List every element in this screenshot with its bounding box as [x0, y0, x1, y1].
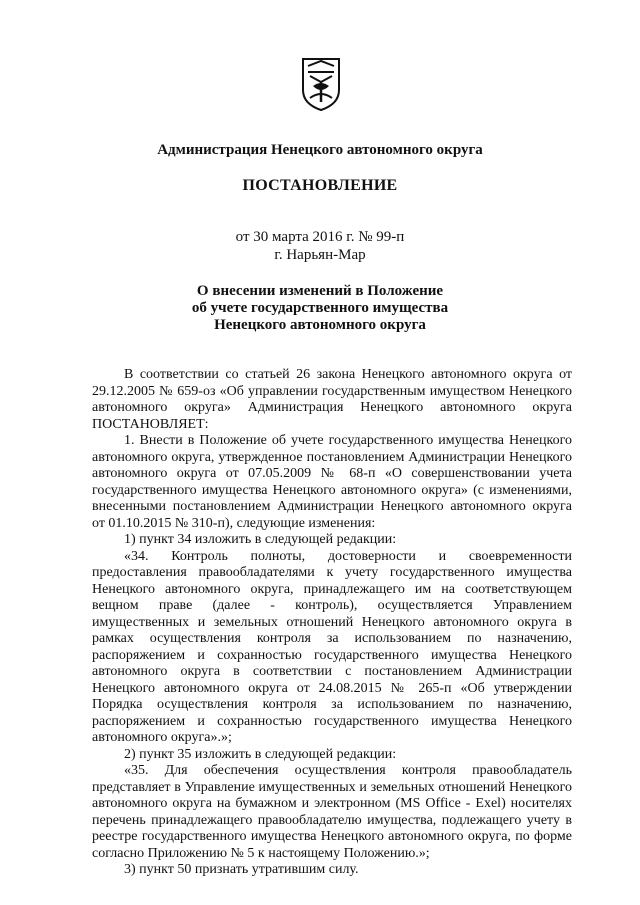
quote-35-paragraph: «35. Для обеспечения осуществления контроля правообладатель представляет в Управление имущественных и земельных отношений Ненецкого автономного округа на бумажном и электронном (MS Office - Exel) носителях перечень принадлежащего правообладателю имущества, подлежащего учету в реестре государственного имущества Ненецкого автономного округа, по форме согласно Приложению № 5 к настоящему Положению.»; — [92, 763, 572, 861]
document-body — [92, 367, 572, 879]
subitem-3-paragraph: 3) пункт 50 признать утратившим силу. — [124, 862, 359, 877]
date-block — [0, 228, 640, 264]
title-line-1: О внесении изменений в Положение — [196, 283, 444, 299]
preamble-paragraph: В соответствии со статьей 26 закона Ненецкого автономного округа от 29.12.2005 № 659-оз «Об управлении государственным имуществом Ненецкого автономного округа» Администрация Ненецкого автономного округа ПОСТАНОВЛЯЕТ: — [92, 367, 572, 432]
subitem-1-paragraph: 1) пункт 34 изложить в следующей редакции: — [124, 532, 397, 547]
title-line-2: об учете государственного имущества — [191, 300, 449, 316]
city: г. Нарьян-Мар — [274, 247, 366, 263]
organization-name: Администрация Ненецкого автономного округа — [157, 142, 483, 158]
coat-of-arms-icon — [300, 56, 342, 112]
date-number: от 30 марта 2016 г. № 99-п — [235, 229, 405, 245]
subitem-2-paragraph: 2) пункт 35 изложить в следующей редакции: — [124, 746, 397, 762]
document-title — [0, 283, 640, 334]
item-1-paragraph: 1. Внести в Положение об учете государственного имущества Ненецкого автономного округа, утвержденное постановлением Администрации Ненецкого автономного округа от 07.05.2009 № 68-п «О совершенствовании учета государственного имущества Ненецкого автономного округа» (с изменениями, внесенными постановлением Администрации Ненецкого автономного округа от 01.10.2015 № 310-п), следующие изменения: — [92, 433, 572, 531]
title-line-3: Ненецкого автономного округа — [214, 317, 426, 333]
quote-34-paragraph: «34. Контроль полноты, достоверности и своевременности предоставления правообладателями к учету государственного имущества Ненецкого автономного округа, принадлежащего им на соответствующем вещном праве (далее - контроль), осуществляется Управлением имущественных и земельных отношений Ненецкого автономного округа в рамках осуществления контроля за использованием по назначению, распоряжением и сохранностью государственного имущества Ненецкого автономного округа в соответствии с постановлением Администрации Ненецкого автономного округа от 24.08.2015 № 265-п «Об утверждении Порядка осуществления контроля за использованием по назначению, распоряжением и сохранностью государственного имущества Ненецкого автономного округа».»; — [92, 548, 572, 745]
document-type: ПОСТАНОВЛЕНИЕ — [242, 177, 398, 194]
